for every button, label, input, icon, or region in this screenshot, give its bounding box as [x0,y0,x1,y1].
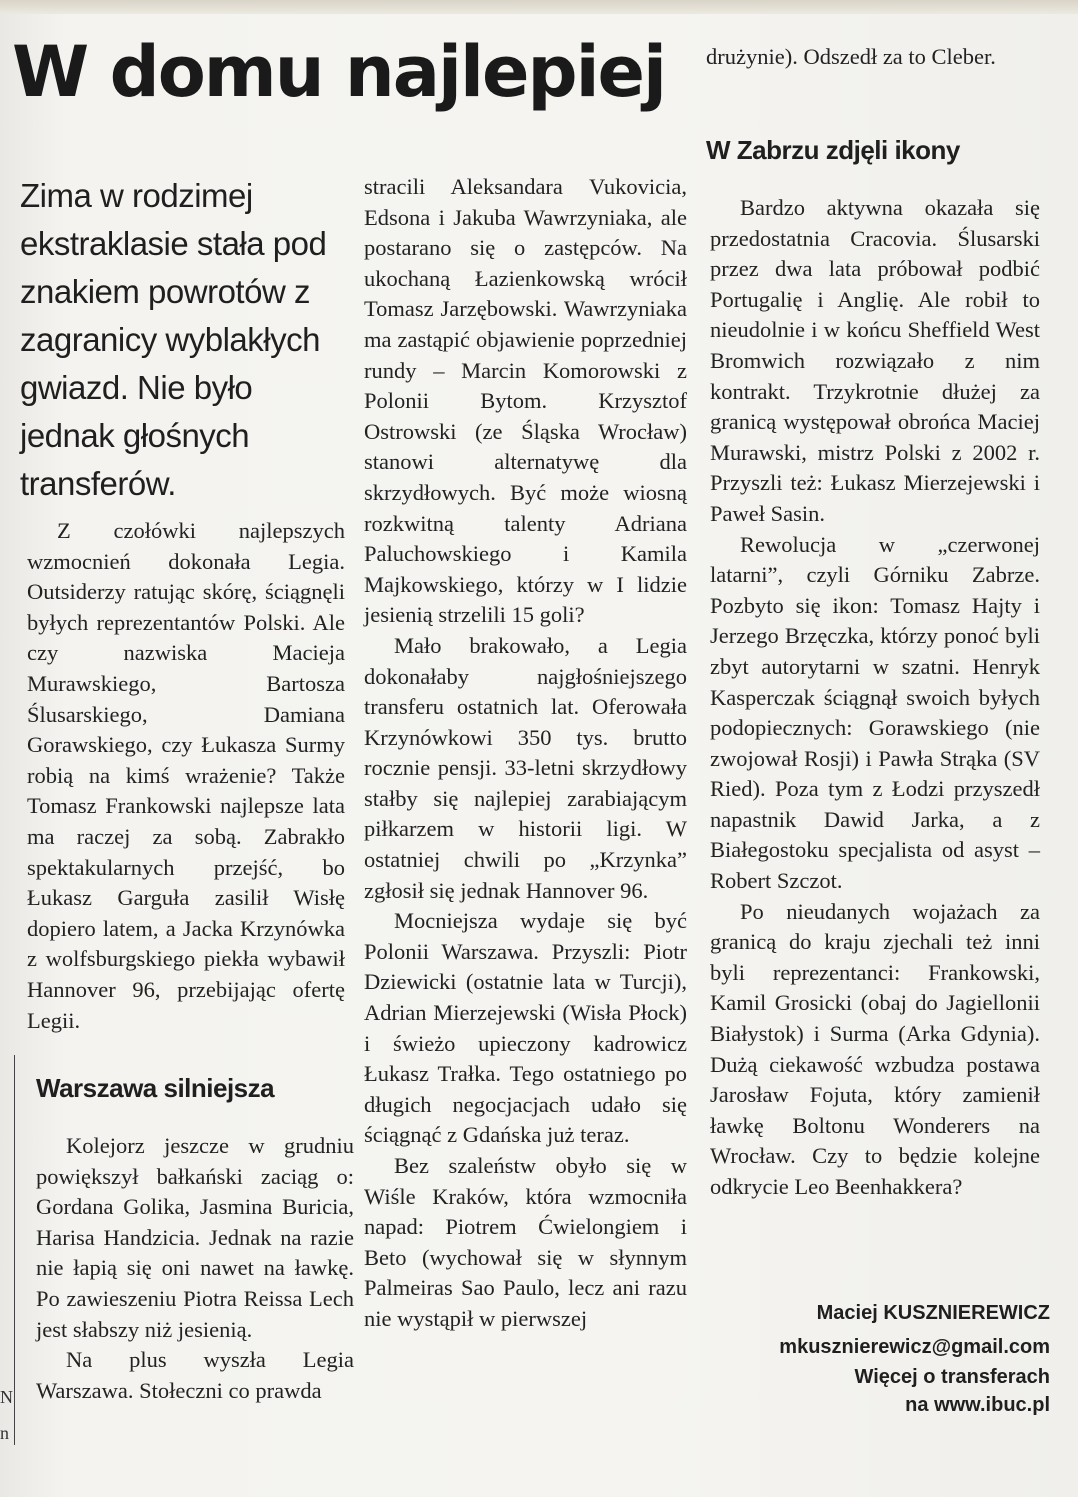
author-email[interactable]: mkusznierewicz@gmail.com [779,1336,1050,1358]
column-divider [355,172,356,1440]
author-name: Maciej KUSZNIEREWICZ [816,1302,1050,1324]
left-column-rule [14,1055,15,1445]
column-3 [710,193,1040,1203]
paragraph: Rewolucja w „czerwonej latarni”, czyli Górniku Zabrze. Pozbyto się ikon: Tomasz Hajty i Jerzego Brzęczka, którzy ponoć byli zbyt autorytarni w szatni. Henryk Kasperczak ściągnął swoich byłych podopiecznych: Gorawskiego (nie zwojował Rosji) i Pawła Strąka (SV Ried). Poza tym z Łodzi przyszedł napastnik Dawid Jarka, a z Białegostoku specjalista od asyst – Robert Szczot. [710,531,1040,894]
more-info-line: Więcej o transferach [854,1366,1050,1388]
paragraph: Z czołówki najlepszych wzmocnień dokonała Legia. Outsiderzy ratując skórę, ściągnęli byłych reprezentantów Polski. Ale czy nazwiska Macieja Murawskiego, Bartosza Ślusarskiego, Damiana Gorawskiego, czy Łukasza Surmy robią na kimś wrażenie? Także Tomasz Frankowski najlepsze lata ma raczej za sobą. Zabrakło spektakularnych przejść, bo Łukasz Garguła zasilił Wisłę dopiero latem, a Jacka Krzynówka z wolfsburgskiego piekła wybawił Hannover 96, przebijając ofertę Legii. [27,518,345,1033]
top-border [0,0,1078,14]
subheading-zabrze: W Zabrzu zdjęli ikony [706,135,960,165]
paragraph: stracili Aleksandara Vukovicia, Edsona i Jakuba Wawrzyniaka, ale postarano się o zastępców. Na ukochaną Łazienkowską wrócił Tomasz Jarzębowski. Wawrzyniaka ma zastąpić objawienie poprzedniej rundy – Marcin Komorowski z Polonii Bytom. Krzysztof Ostrowski (ze Śląska Wrocław) stanowi alternatywę dla skrzydłowych. Być może wiosną rozkwitną talenty Adriana Paluchowskiego i Kamila Majkowskiego, którzy w I lidzie jesienią strzelili 15 goli? [364,174,687,628]
subheading-warszawa: Warszawa silniejsza [36,1073,275,1103]
column-1-bottom [36,1131,354,1406]
paragraph: Bez szaleństw obyło się w Wiśle Kraków, która wzmocniła napad: Piotrem Ćwielongiem i Beto (wychował się w słynnym Palmeiras Sao Paulo, lecz ani razu nie wystąpił w pierwszej [364,1153,687,1331]
paragraph: Na plus wyszła Legia Warszawa. Stołeczni co prawda [36,1347,354,1403]
article-lead: Zima w rodzimej ekstraklasie stała pod znakiem powrotów z zagranicy wyblakłych gwiazd. Nie było jednak głośnych transferów. [20,177,327,502]
margin-fragment: n [0,1423,9,1443]
paragraph: Kolejorz jeszcze w grudniu powiększył bałkański zaciąg o: Gordana Golika, Jasmina Buricia, Harisa Handzicia. Jednak na razie nie łapią się oni nawet na ławkę. Po zawieszeniu Piotra Reissa Lech jest słabszy niż jesienią. [36,1133,354,1342]
more-info-link[interactable]: na www.ibuc.pl [905,1394,1050,1416]
paragraph: Mocniejsza wydaje się być Polonii Warszawa. Przyszli: Piotr Dziewicki (ostatnie lata w Turcji), Adrian Mierzejewski (Wisła Płock) i świeżo upieczony kadrowicz Łukasz Trałka. Tego ostatniego po długich negocjacjach udało się ściągnąć z Gdańska już teraz. [364,908,687,1148]
paragraph: drużynie). Odszedł za to Cleber. [706,44,996,69]
column-3-top [706,42,1032,73]
column-1-top [27,516,345,1036]
paragraph: Bardzo aktywna okazała się przedostatnia Cracovia. Ślusarski przez dwa lata próbował podbić Portugalię i Anglię. Ale robił to nieudolnie i w końcu Sheffield West Bromwich rozwiązało z nim kontrakt. Trzykrotnie dłużej za granicą występował obrońca Maciej Murawski, mistrz Polski z 2002 r. Przyszli też: Łukasz Mierzejewski i Paweł Sasin. [710,195,1040,526]
paragraph: Po nieudanych wojażach za granicą do kraju zjechali też inni byli reprezentanci: Frankowski, Kamil Grosicki (obaj do Jagiellonii Białystok) i Surma (Arka Gdynia). Dużą ciekawość wzbudza postawa Jarosław Fojuta, który zamienił ławkę Boltonu Wonderers na Wrocław. Czy to będzie kolejne odkrycie Leo Beenhakkera? [710,898,1040,1199]
column-2 [364,172,687,1335]
paragraph: Mało brakowało, a Legia dokonałaby najgłośniejszego transferu ostatnich lat. Oferowała Krzynówkowi 350 tys. brutto rocznie pensji. 33-letni skrzydłowy stałby się najlepiej zarabiającym piłkarzem w historii ligi. W ostatniej chwili po „Krzynka” zgłosił się jednak Hannover 96. [364,632,687,903]
article-headline: W domu najlepiej [12,31,666,113]
margin-fragment: N [0,1387,13,1407]
